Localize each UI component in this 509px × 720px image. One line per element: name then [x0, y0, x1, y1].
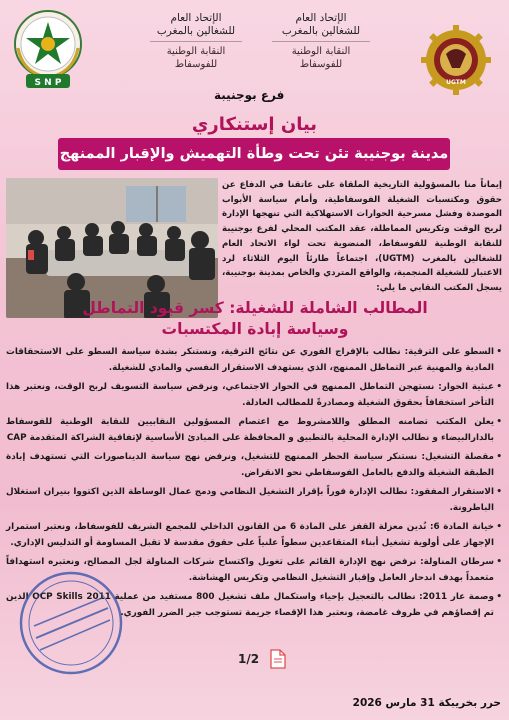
ugtm-logo [420, 24, 492, 96]
ugtm-logo-text: UGTM [446, 79, 466, 86]
list-item: • الاستقرار المفقود: نطالب الإدارة فوراً بإقرار التشغيل النظامي ودمج عمال الوساطة الذين اكتووا بنيران استغلال الباطرونة. [6, 484, 502, 516]
list-item: • خيانة المادة 6: نُدين معزلة القفز على المادة 6 من القانون الداخلي للمجمع الشريف للفوسفاط، ونعتبر استمرار الإجهاز على أولوية تشغيل أبناء المتقاعدين سطواً علنياً على حقوق مقدسة لا تقبل المساومة أو التدليس الإداري. [6, 519, 502, 551]
union-name-line1: الإتحاد العام [170, 12, 222, 24]
list-item: • يعلن المكتب تضامنه المطلق واللامشروط مع اعتصام المسؤولين النقابيين للنقابة الوطنية للفوسفاط بالدارالبيضاء و نطالب الإدارة المحلية بالتطبيق و المحافظة على المبادئ الأساسية لإتفاقية الشراكة المتقدمة CAP [6, 414, 502, 446]
demands-section-title [30, 298, 480, 340]
list-item: • عبثية الحوار: نستهجن التماطل الممنهج في الحوار الاجتماعي، ونرفض سياسة التسويف لربح الوقت، ونعتبر هذا التأخر استخفافاً بحقوق الشغيلة ومصادرةً للمطالب العادلة. [6, 379, 502, 411]
union-name-line1: الإتحاد العام [295, 12, 347, 24]
union-sub-line1: النقابة الوطنية [291, 46, 351, 57]
section-title-line2: وسياسة إبادة المكتسبات [161, 320, 349, 338]
snp-logo [12, 8, 84, 88]
list-item: • مقصلة التشغيل: نستنكر سياسة الحظر الممنهج للتشغيل، ونرفض نهج سياسة الديناصورات التي تستهدف إبادة الطبقة الشغيلة والدفع بالعامل الفوسفاطي نحو الانقراض. [6, 449, 502, 481]
meeting-photo [6, 178, 218, 318]
section-title-line1: المطالب الشاملة للشغيلة: كسر قيود التماطل [82, 299, 428, 317]
dateline: حرر بخريبكة 31 مارس 2026 [352, 697, 501, 709]
page-title: بيان إستنكاري [191, 114, 318, 135]
union-header-right [262, 12, 380, 70]
union-stamp [16, 568, 126, 678]
subtitle: مدينة بوجنيبة تئن تحت وطأة التهميش والإقبار الممنهج [59, 146, 449, 162]
union-name-line2: للشغالين بالمغرب [156, 25, 236, 37]
union-sub-line1: النقابة الوطنية [166, 46, 226, 57]
branch-name: فرع بوجنيبة [214, 88, 285, 102]
document-icon [270, 649, 286, 669]
union-header-left [140, 12, 252, 70]
snp-logo-text: S N P [34, 78, 62, 88]
page-number: 1/2 [238, 652, 260, 666]
list-item: • وصمة عار 2011: نطالب بالتعجيل بإحياء واستكمال ملف تشغيل 800 مستفيد من عملية OCP Skills 2011 الذين تم إقصاؤهم في ظروف غامضة، ونعتبر هذا الإقصاء جريمة تستوجب جبر الضرر الفوري. [6, 589, 502, 621]
list-item: • السطو على الترقية: نطالب بالإفراج الفوري عن نتائج الترقية، ونستنكر بشدة سياسة السطو على الاستحقاقات المادية والمهنية عبر التماطل الممنهج، الذي يستهدف الاستقرار النفسي والمادي للشغيلة. [6, 344, 502, 376]
union-name-line2: للشغالين بالمغرب [281, 25, 361, 37]
subtitle-banner [58, 138, 450, 170]
union-sub-line2: للفوسفاط [174, 59, 218, 70]
list-item: • سرطان المناولة: نرفض نهج الإدارة القائم على تغويل واكتساح شركات المناولة لجل المصالح، ونعتبره استهدافاً متعمداً بهدف اندحار العامل وإقبار التشغيل النظامي وتكريس الهشاشة. [6, 554, 502, 586]
divider [150, 41, 242, 42]
intro-paragraph: إيماناً منا بالمسؤولية التاريخية الملقاة على عاتقنا في الدفاع عن حقوق ومكتسبات الشغيلة الفوسفاطية، وأمام سياسة الأبواب الموصدة وفشل مسرحية الحوارات الاستهلاكية التي تنهجها الإدارة لربح الوقت وتكريس المماطلة، عقد المكتب المحلي لفرع بوجنيبة للنقابة الوطنية للفوسفاط، المنضوية تحت لواء الاتحاد العام للشغالين بالمغرب (UGTM)، اجتماعاً طارئاً اليوم الثلاثاء لرد الاعتبار للشغيلة المنجمية، والواقع المتردي والخاص بمدينة بوجنيبة، يسجل المكتب النقابي ما يلي: [222, 180, 502, 293]
union-sub-line2: للفوسفاط [299, 59, 343, 70]
divider [272, 41, 370, 42]
